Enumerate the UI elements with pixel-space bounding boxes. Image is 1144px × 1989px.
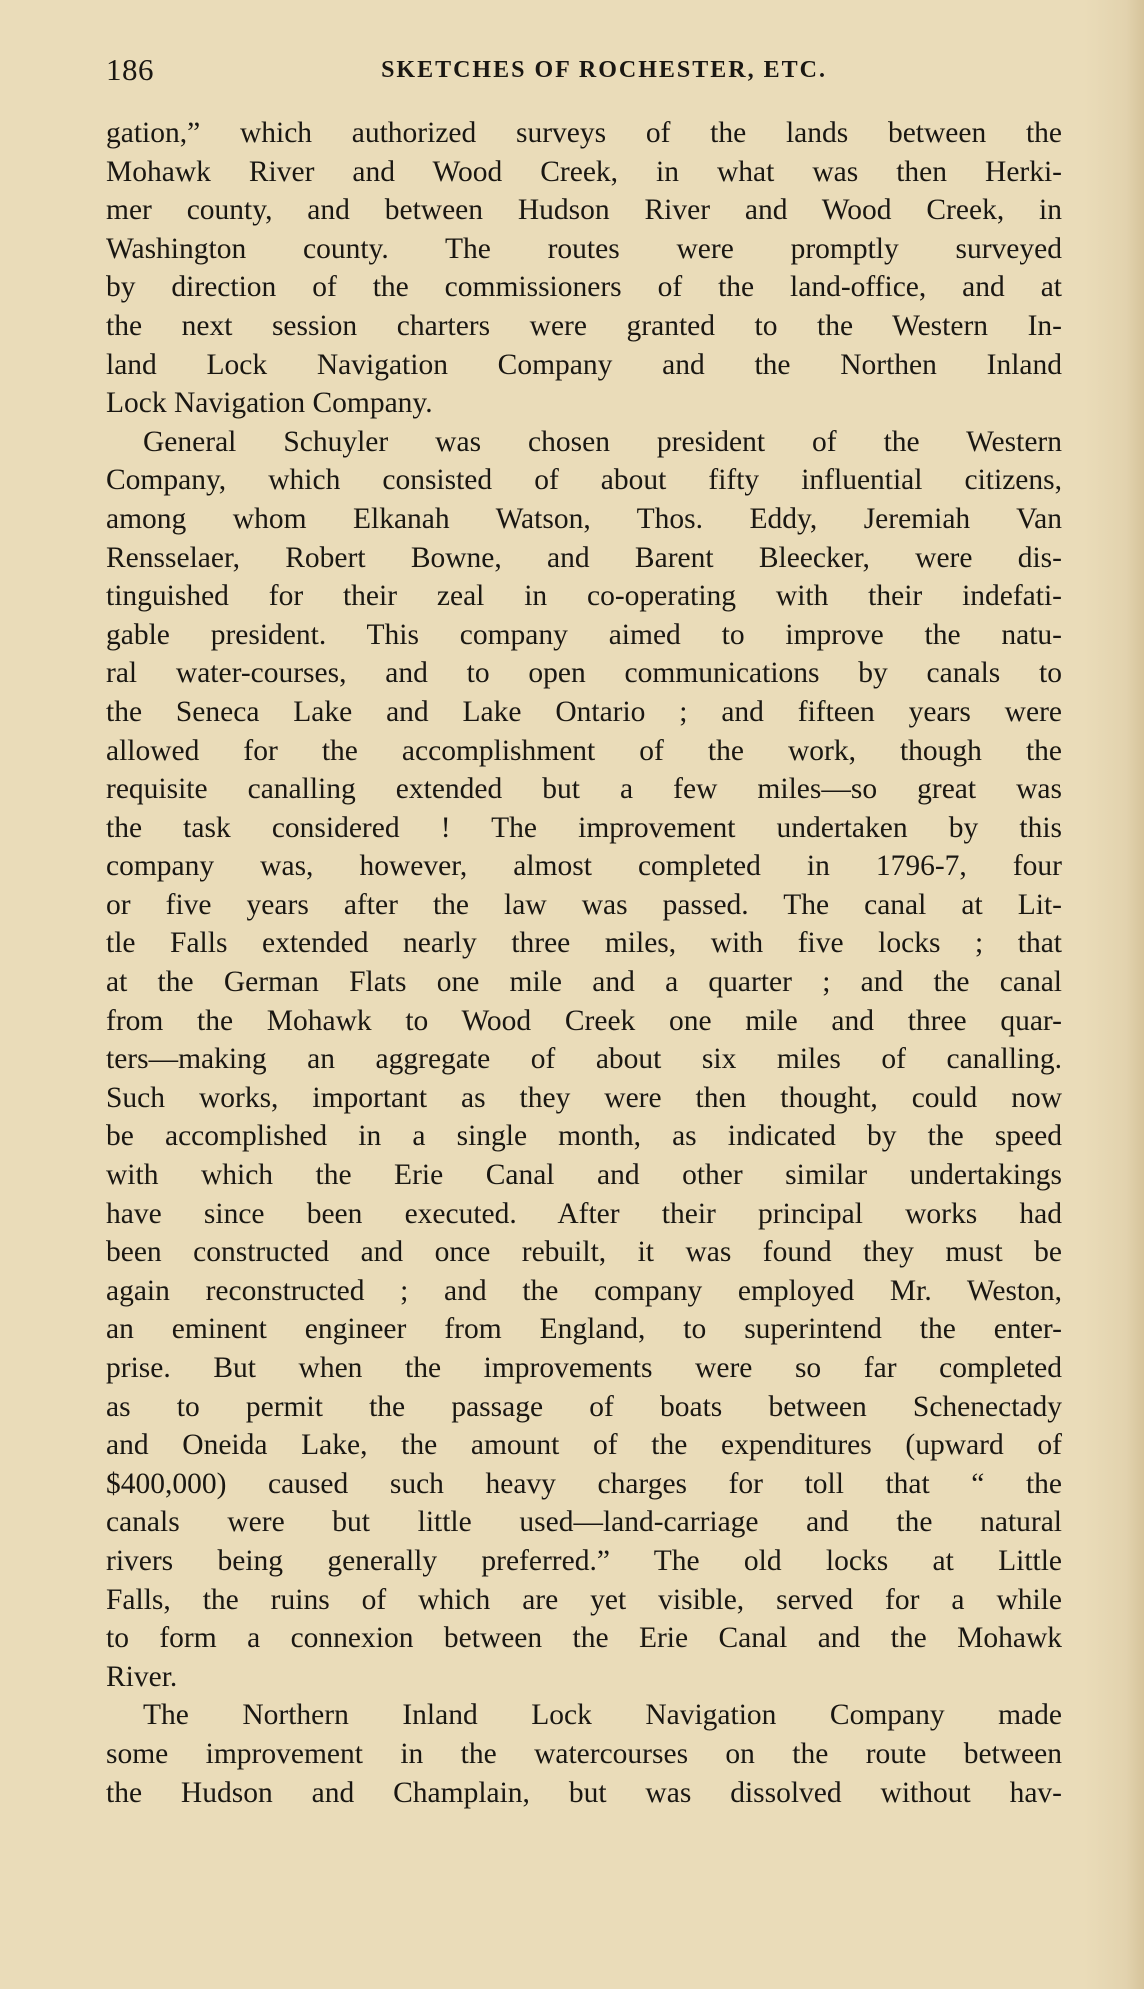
text-line: gation,” which authorized surveys of the lands between the [106,117,1062,149]
text-line: to form a connexion between the Erie Canal and the Mohawk [106,1622,1062,1655]
text-line: or five years after the law was passed. The canal at Lit- [106,888,1062,921]
text-line: Lock Navigation Company. [106,387,433,420]
text-line: the task considered ! The improvement undertaken by this [106,811,1062,844]
text-line: the Hudson and Champlain, but was dissolved without hav- [106,1776,1062,1809]
text-line: as to permit the passage of boats between Schenectady [106,1390,1062,1423]
text-line: company was, however, almost completed in 1796-7, four [106,850,1062,883]
text-line: by direction of the commissioners of the land-office, and at [106,271,1062,304]
text-line: prise. But when the improvements were so far completed [106,1352,1062,1384]
text-line: and Oneida Lake, the amount of the expenditures (upward of [106,1429,1062,1462]
text-line: Washington county. The routes were promptly surveyed [106,232,1062,265]
text-line: allowed for the accomplishment of the work, though the [106,734,1062,767]
text-line: $400,000) caused such heavy charges for toll that “ the [106,1467,1062,1500]
page-edge-shadow [1084,0,1144,1989]
text-line: General Schuyler was chosen president of the Western [143,425,1062,458]
text-line: The Northern Inland Lock Navigation Company made [143,1699,1062,1732]
text-line: with which the Erie Canal and other similar undertakings [106,1159,1062,1192]
text-line: Falls, the ruins of which are yet visible, served for a while [106,1583,1062,1616]
text-line: been constructed and once rebuilt, it was found they must be [106,1236,1062,1269]
text-line: be accomplished in a single month, as indicated by the speed [106,1120,1062,1153]
text-line: from the Mohawk to Wood Creek one mile and three quar- [106,1004,1062,1037]
text-line: requisite canalling extended but a few miles—so great was [106,773,1062,806]
text-line: gable president. This company aimed to improve the natu- [106,618,1062,651]
text-line: the Seneca Lake and Lake Ontario ; and fifteen years were [106,695,1062,728]
page-number: 186 [106,52,154,87]
text-line: an eminent engineer from England, to superintend the enter- [106,1313,1062,1346]
text-line: Mohawk River and Wood Creek, in what was then Herki- [106,155,1062,188]
text-line: mer county, and between Hudson River and Wood Creek, in [106,194,1062,227]
text-line: ters—making an aggregate of about six miles of canalling. [106,1043,1062,1076]
text-line: tle Falls extended nearly three miles, with five locks ; that [106,927,1062,960]
text-line: at the German Flats one mile and a quarter ; and the canal [106,966,1062,999]
text-line: among whom Elkanah Watson, Thos. Eddy, Jeremiah Van [106,502,1062,535]
text-line: ral water-courses, and to open communications by canals to [106,657,1062,690]
text-line: Such works, important as they were then thought, could now [106,1081,1062,1114]
text-line: tinguished for their zeal in co-operating with their indefati- [106,580,1062,613]
text-line: the next session charters were granted to the Western In- [106,309,1062,342]
text-line: rivers being generally preferred.” The old locks at Little [106,1544,1062,1577]
running-head: SKETCHES OF ROCHESTER, ETC. [381,57,827,83]
text-line: have since been executed. After their principal works had [106,1197,1062,1230]
text-line: again reconstructed ; and the company employed Mr. Weston, [106,1274,1062,1307]
text-line: some improvement in the watercourses on the route between [106,1737,1062,1770]
text-line: Company, which consisted of about fifty influential citizens, [106,464,1062,497]
page-header [106,44,1062,96]
text-line: River. [106,1660,178,1693]
text-line: canals were but little used—land-carriage and the natural [106,1506,1062,1539]
text-line: Rensselaer, Robert Bowne, and Barent Bleecker, were dis- [106,541,1062,574]
text-line: land Lock Navigation Company and the Northen Inland [106,348,1062,381]
body-text [106,114,1062,1812]
